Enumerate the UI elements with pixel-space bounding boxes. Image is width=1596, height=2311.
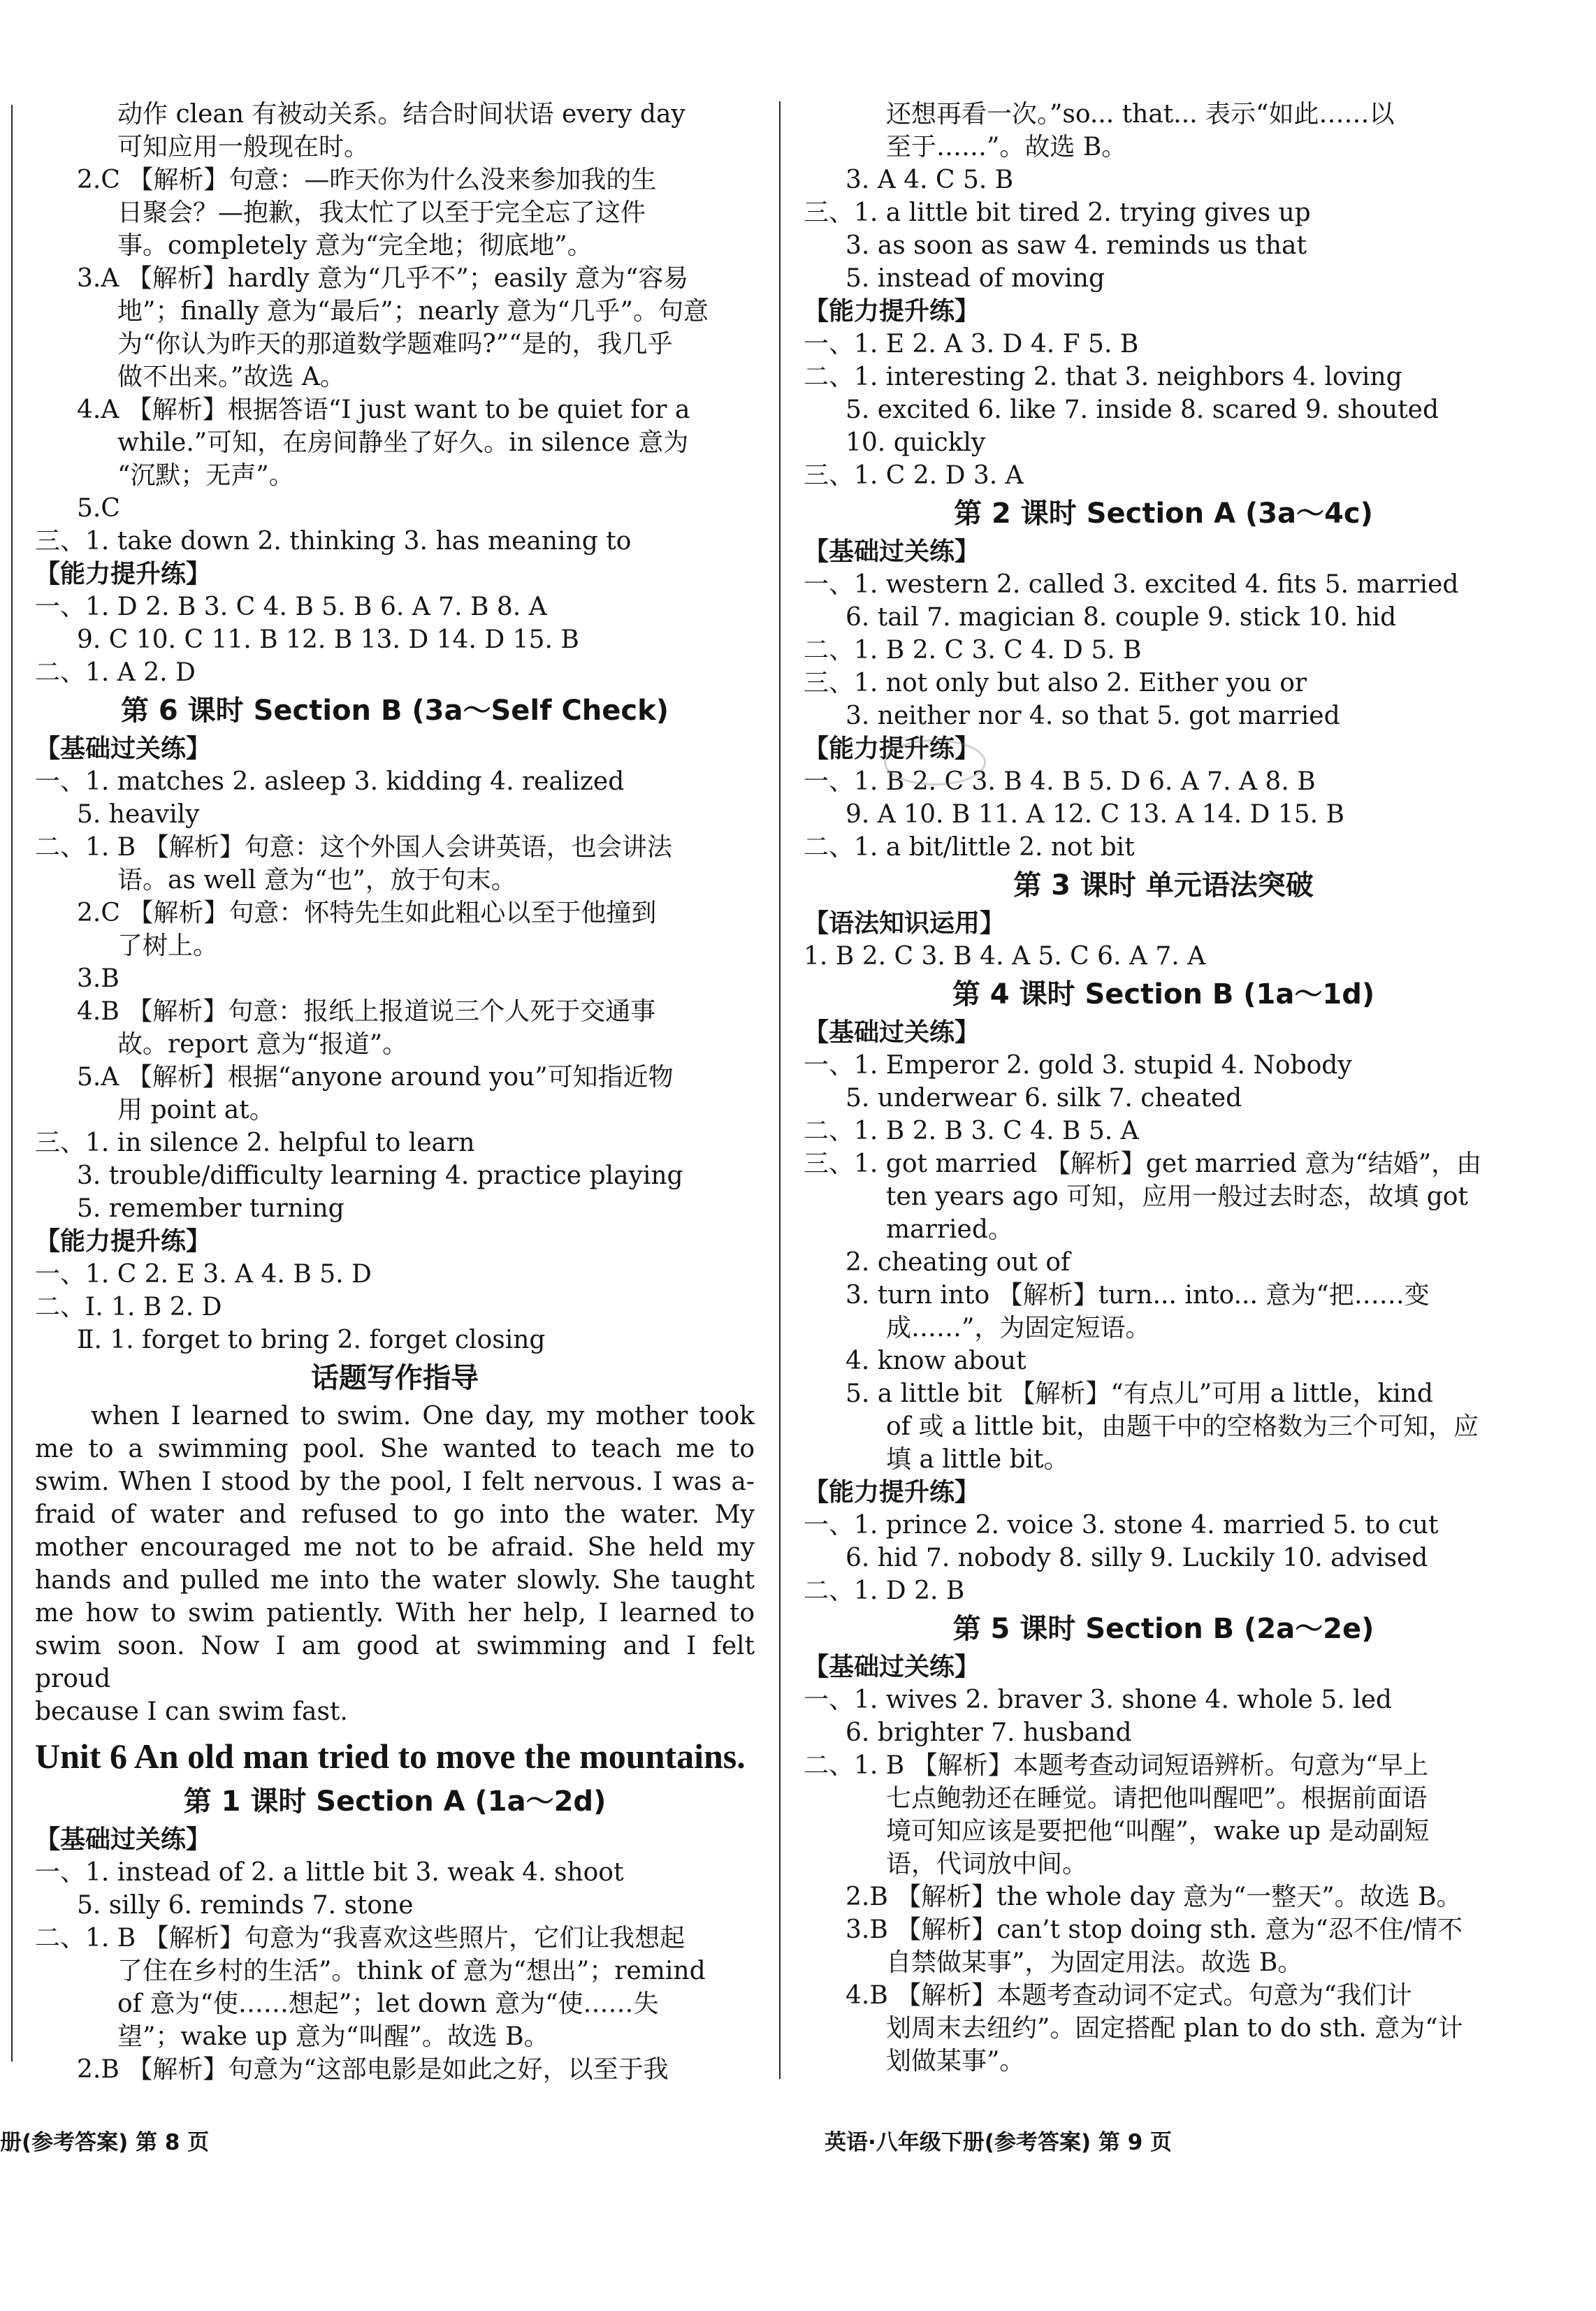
- answer-line: 至于……”。故选 B。: [886, 133, 1127, 161]
- exercise-label: 【能力提升练】: [804, 1478, 980, 1507]
- answer-line: 5.A 【解析】根据“anyone around you”可知指近物: [77, 1063, 674, 1092]
- answer-line: Ⅱ. 1. forget to bring 2. forget closing: [77, 1326, 546, 1354]
- section-heading: 话题写作指导: [311, 1362, 479, 1394]
- answer-line: 二、1. B 【解析】句意：这个外国人会讲英语，也会讲法: [35, 833, 672, 862]
- answer-line: ten years ago 可知，应用一般过去时态，故填 got: [886, 1182, 1468, 1211]
- answer-line: 5. a little bit 【解析】“有点儿”可用 a little，kind: [846, 1379, 1433, 1408]
- answer-line: 二、1. a bit/little 2. not bit: [804, 833, 1135, 862]
- answer-line: “沉默；无声”。: [117, 461, 294, 490]
- answer-line: 5. instead of moving: [846, 264, 1105, 293]
- answer-line: 2.C 【解析】句意：怀特先生如此粗心以至于他撞到: [77, 899, 657, 927]
- answer-line: 一、1. instead of 2. a little bit 3. weak 4. shoot: [35, 1858, 624, 1887]
- answer-line: 4.B 【解析】句意：报纸上报道说三个人死于交通事: [77, 997, 656, 1026]
- left-edge-rule: [11, 105, 13, 2062]
- answer-line: 9. A 10. B 11. A 12. C 13. A 14. D 15. B: [846, 800, 1344, 829]
- answer-line: 故。report 意为“报道”。: [117, 1030, 408, 1059]
- answer-line: 3. turn into 【解析】turn... into... 意为“把……变: [846, 1281, 1430, 1310]
- answer-line: 2.C 【解析】句意：—昨天你为什么没来参加我的生: [77, 166, 657, 194]
- answer-line: 事。completely 意为“完全地；彻底地”。: [117, 231, 593, 260]
- essay-line: when I learned to swim. One day, my mother took: [91, 1402, 755, 1430]
- answer-line: 三、1. got married 【解析】get married 意为“结婚”，由: [804, 1150, 1482, 1178]
- answer-line: 二、1. D 2. B: [804, 1577, 965, 1605]
- exercise-label: 【基础过关练】: [35, 734, 212, 763]
- answer-line: 6. tail 7. magician 8. couple 9. stick 10. hid: [846, 603, 1397, 632]
- answer-line: 2. cheating out of: [846, 1248, 1071, 1277]
- answer-line: 4. know about: [846, 1347, 1026, 1375]
- answer-line: 3. trouble/difficulty learning 4. practice playing: [77, 1161, 683, 1190]
- watermark-stamp: [884, 739, 986, 785]
- exercise-label: 【能力提升练】: [804, 297, 980, 326]
- exercise-label: 【语法知识运用】: [804, 909, 1006, 938]
- answer-line: 一、1. Emperor 2. gold 3. stupid 4. Nobody: [804, 1051, 1352, 1080]
- answer-line: 还想再看一次。”so... that... 表示“如此……以: [886, 100, 1395, 129]
- answer-line: 二、1. B 【解析】本题考查动词短语辨析。句意为“早上: [804, 1751, 1429, 1780]
- answer-line: 3.B 【解析】can’t stop doing sth. 意为“忍不住/情不: [846, 1915, 1463, 1944]
- exercise-label: 【能力提升练】: [804, 734, 980, 763]
- essay-line: swim. When I stood by the pool, I felt nervous. I was a-: [35, 1468, 755, 1496]
- answer-line: 一、1. prince 2. voice 3. stone 4. married 5. to cut: [804, 1511, 1439, 1540]
- answer-line: 二、1. A 2. D: [35, 658, 196, 687]
- answer-line: 2.B 【解析】the whole day 意为“一整天”。故选 B。: [846, 1883, 1462, 1911]
- answer-line: 日聚会？—抱歉，我太忙了以至于完全忘了这件: [117, 198, 646, 227]
- exercise-label: 【能力提升练】: [35, 1227, 212, 1256]
- answer-line: 地”；finally 意为“最后”；nearly 意为“几乎”。句意: [117, 297, 709, 326]
- section-heading: 第 2 课时 Section A (3a～4c): [954, 498, 1373, 530]
- answer-line: 3.A 【解析】hardly 意为“几乎不”；easily 意为“容易: [77, 264, 689, 293]
- answer-line: 三、1. C 2. D 3. A: [804, 461, 1024, 490]
- answer-line: 5. heavily: [77, 800, 200, 829]
- answer-line: of 或 a little bit，由题干中的空格数为三个可知，应: [886, 1412, 1479, 1441]
- answer-line: 动作 clean 有被动关系。结合时间状语 every day: [117, 100, 685, 129]
- answer-line: 一、1. E 2. A 3. D 4. F 5. B: [804, 330, 1139, 358]
- exercise-label: 【基础过关练】: [804, 537, 980, 566]
- answer-line: 七点鲍勃还在睡觉。请把他叫醒吧”。根据前面语: [886, 1784, 1428, 1813]
- answer-line: 二、1. B 2. C 3. C 4. D 5. B: [804, 636, 1142, 665]
- answer-line: 4.B 【解析】本题考查动词不定式。句意为“我们计: [846, 1981, 1412, 2010]
- answer-line: 境可知应该是要把他“叫醒”，wake up 是动副短: [886, 1817, 1430, 1846]
- answer-line: 6. brighter 7. husband: [846, 1718, 1132, 1747]
- answer-line: 语。as well 意为“也”，放于句末。: [117, 866, 516, 894]
- answer-line: 二、1. B 2. B 3. C 4. B 5. A: [804, 1117, 1139, 1145]
- answer-line: of 意为“使……想起”；let down 意为“使……失: [117, 1990, 659, 2018]
- answer-line: married。: [886, 1215, 1013, 1244]
- footer-left-page-label: 册(参考答案) 第 8 页: [0, 2130, 210, 2155]
- answer-line: 成……”，为固定短语。: [886, 1314, 1151, 1342]
- answer-line: 5.C: [77, 494, 120, 523]
- answer-line: 2.B 【解析】句意为“这部电影是如此之好，以至于我: [77, 2055, 669, 2084]
- answer-line: 二、1. interesting 2. that 3. neighbors 4. loving: [804, 363, 1402, 391]
- answer-line: 了树上。: [117, 932, 219, 960]
- section-heading: 第 3 课时 单元语法突破: [1013, 869, 1314, 901]
- right-column: [804, 98, 1523, 2078]
- answer-line: 语，代词放中间。: [886, 1850, 1088, 1878]
- answer-line: 三、1. in silence 2. helpful to learn: [35, 1129, 475, 1157]
- answer-line: 一、1. C 2. E 3. A 4. B 5. D: [35, 1260, 372, 1289]
- essay-line: hands and pulled me into the water slowly. She taught: [35, 1566, 755, 1595]
- left-column: [35, 98, 755, 2086]
- answer-line: 3. A 4. C 5. B: [846, 166, 1014, 194]
- answer-line: 一、1. D 2. B 3. C 4. B 5. B 6. A 7. B 8. A: [35, 593, 547, 621]
- answer-line: 可知应用一般现在时。: [117, 133, 370, 161]
- answer-line: 1. B 2. C 3. B 4. A 5. C 6. A 7. A: [804, 942, 1206, 971]
- answer-line: 9. C 10. C 11. B 12. B 13. D 14. D 15. B: [77, 625, 579, 654]
- answer-line: 一、1. wives 2. braver 3. shone 4. whole 5. led: [804, 1686, 1392, 1714]
- section-heading: 第 5 课时 Section B (2a～2e): [952, 1613, 1374, 1645]
- answer-line: 5. underwear 6. silk 7. cheated: [846, 1084, 1242, 1113]
- answer-line: while.”可知，在房间静坐了好久。in silence 意为: [117, 428, 689, 457]
- essay-line: me how to swim patiently. With her help, I learned to: [35, 1599, 755, 1628]
- answer-line: 5. silly 6. reminds 7. stone: [77, 1891, 414, 1920]
- answer-line: 3. as soon as saw 4. reminds us that: [846, 231, 1307, 260]
- footer-right-page-label: 英语·八年级下册(参考答案) 第 9 页: [825, 2130, 1173, 2155]
- column-divider: [779, 101, 781, 2079]
- answer-line: 二、Ⅰ. 1. B 2. D: [35, 1293, 222, 1321]
- essay-line: me to a swimming pool. She wanted to teach me to: [35, 1435, 755, 1463]
- answer-line: 一、1. B 2. C 3. B 4. B 5. D 6. A 7. A 8. B: [804, 767, 1316, 796]
- answer-line: 4.A 【解析】根据答语“I just want to be quiet for a: [77, 396, 690, 424]
- answer-line: 二、1. B 【解析】句意为“我喜欢这些照片，它们让我想起: [35, 1924, 685, 1953]
- answer-line: 一、1. matches 2. asleep 3. kidding 4. realized: [35, 767, 625, 796]
- answer-line: 了住在乡村的生活”。think of 意为“想出”；remind: [117, 1957, 706, 1985]
- answer-line: 三、1. not only but also 2. Either you or: [804, 669, 1307, 697]
- section-heading: 第 4 课时 Section B (1a～1d): [952, 978, 1375, 1010]
- exercise-label: 【基础过关练】: [35, 1825, 212, 1854]
- answer-line: 10. quickly: [846, 428, 986, 457]
- answer-line: 划做某事”。: [886, 2047, 1025, 2075]
- answer-line: 3. neither nor 4. so that 5. got married: [846, 702, 1340, 730]
- answer-line: 5. excited 6. like 7. inside 8. scared 9. shouted: [846, 396, 1439, 424]
- exercise-label: 【能力提升练】: [35, 560, 212, 588]
- answer-line: 6. hid 7. nobody 8. silly 9. Luckily 10. advised: [846, 1544, 1428, 1572]
- answer-line: 三、1. a little bit tired 2. trying gives up: [804, 198, 1311, 227]
- essay-line: fraid of water and refused to go into the water. My: [35, 1500, 755, 1529]
- exercise-label: 【基础过关练】: [804, 1653, 980, 1681]
- answer-line: 3.B: [77, 964, 119, 993]
- essay-line: swim soon. Now I am good at swimming and I felt proud: [35, 1632, 755, 1693]
- essay-line: because I can swim fast.: [35, 1697, 348, 1726]
- answer-line: 做不出来。”故选 A。: [117, 363, 345, 391]
- answer-line: 一、1. western 2. called 3. excited 4. fits 5. married: [804, 570, 1459, 599]
- section-heading: 第 1 课时 Section A (1a～2d): [183, 1785, 607, 1818]
- section-heading: 第 6 课时 Section B (3a～Self Check): [120, 695, 669, 727]
- unit-title: Unit 6 An old man tried to move the mountains.: [35, 1737, 746, 1776]
- exercise-label: 【基础过关练】: [804, 1018, 980, 1047]
- answer-line: 划周末去纽约”。固定搭配 plan to do sth. 意为“计: [886, 2014, 1463, 2043]
- answer-line: 5. remember turning: [77, 1194, 344, 1223]
- answer-line: 为“你认为昨天的那道数学题难吗?”“是的，我几乎: [117, 330, 673, 358]
- answer-line: 三、1. take down 2. thinking 3. has meaning to: [35, 527, 632, 556]
- answer-line: 自禁做某事”，为固定用法。故选 B。: [886, 1948, 1303, 1977]
- essay-line: mother encouraged me not to be afraid. She held my: [35, 1533, 755, 1562]
- answer-line: 用 point at。: [117, 1096, 275, 1124]
- answer-line: 望”；wake up 意为“叫醒”。故选 B。: [117, 2022, 549, 2051]
- answer-line: 填 a little bit。: [886, 1445, 1069, 1474]
